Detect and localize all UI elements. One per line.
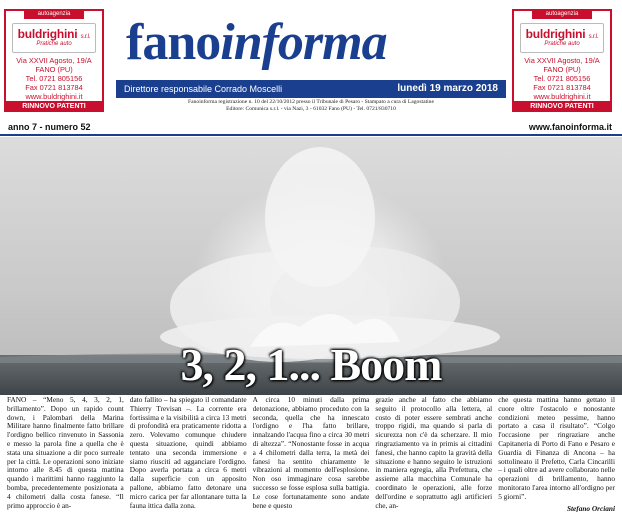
ad-tel: Tel. 0721 805156 — [25, 74, 83, 83]
ad-left[interactable] — [4, 9, 104, 112]
ad-address: Via XXVII Agosto, 19/A — [16, 56, 92, 65]
article-column-5-text: che questa mattina hanno gettato il cuore oltre l'ostacolo e nonostante condizioni meteo pessime, hanno portato a casa il risultato”. “Colgo l'occasione per ringraziare anche Capitaneria di Porto di Fano e Pesaro e Guardia di Finanza di Ancona – ha sottolineato il Prefetto, Carla Cincarilli – i quali oltre ad avere collaborato nelle operazioni di brillamento, hanno monitorato l'area intorno all'ordigno per 5 giorni”. — [498, 396, 615, 501]
ad-city: FANO (PU) — [543, 65, 581, 74]
ad-address: Via XXVII Agosto, 19/A — [524, 56, 600, 65]
ad-bottom-bar: RINNOVO PATENTI — [512, 101, 612, 112]
editor-bar — [116, 80, 506, 98]
headline: 3, 2, 1... Boom — [180, 339, 442, 390]
ad-brand-box — [520, 23, 604, 53]
newspaper-logo[interactable]: fanoinforma — [126, 14, 387, 71]
author-signature: Stefano Orciani — [566, 503, 615, 512]
issue-number: anno 7 - numero 52 — [8, 122, 91, 132]
website-link[interactable]: www.fanoinforma.it — [528, 122, 612, 132]
ad-brand: buldrighini s.r.l. — [17, 27, 91, 41]
ad-bottom-bar: RINNOVO PATENTI — [4, 101, 104, 112]
ad-right[interactable] — [512, 9, 612, 112]
ad-brand-sub: Pratiche auto — [36, 41, 72, 47]
issue-date: lunedì 19 marzo 2018 — [397, 83, 498, 94]
article — [7, 396, 615, 512]
ad-city: FANO (PU) — [35, 65, 73, 74]
ad-fax: Fax 0721 813784 — [25, 83, 83, 92]
masthead — [112, 10, 506, 82]
article-column-3: A circa 10 minuti dalla prima detonazione, abbiamo proceduto con la seconda, quella che ha innescato l'ordigno e l'ha fatto brillare, innalzando l'acqua fino a circa 30 metri di altezza”. “Nonostante fosse in acqua a 4 chilometri dalla terra, la metà dei fanesi ha sentito chiaramente le vibrazioni al momento dell'esplosione. Non oso immaginare cosa sarebbe successo se fosse esplosa sulla battigia. Le cose fortunatamente sono andate bene e questo — [252, 396, 370, 510]
ad-web[interactable]: www.buldrighini.it — [533, 92, 591, 101]
article-column-2: dato fallito – ha spiegato il comandante Thierry Trevisan –. La corrente era fortissima e la visibilità a circa 13 metri di profondità era praticamente ridotta a zero. Volevamo comunque chiudere questa situazione, quindi abbiamo tentato una seconda immersione e siamo riusciti ad agganciare l'ordigno. Dopo averla portata a circa 6 metri dalla superficie con un apposito pallone, abbiamo fatto detonare una micro carica per far allontanare tutta la fauna ittica dalla zona. — [129, 396, 247, 510]
director-credit: Direttore responsabile Corrado Moscelli — [124, 84, 283, 94]
issue-bar — [0, 120, 622, 136]
ad-tel: Tel. 0721 805156 — [533, 74, 591, 83]
ad-web[interactable]: www.buldrighini.it — [25, 92, 83, 101]
legal-info — [112, 99, 510, 113]
ad-brand: buldrighini s.r.l. — [525, 27, 599, 41]
legal-line-1: Fanoinforma registrazione n. 10 del 22/10/2012 presso il Tribunale di Pesaro - Stampato a cura di Lagostatine — [188, 99, 434, 105]
ad-top-tab: autoagenzia — [24, 9, 84, 19]
ad-top-tab: autoagenzia — [532, 9, 592, 19]
ad-brand-box — [12, 23, 96, 53]
article-column-5 — [498, 396, 615, 512]
ad-fax: Fax 0721 813784 — [533, 83, 591, 92]
article-column-4: grazie anche al fatto che abbiamo seguito il protocollo alla lettera, al costo di poter essere sembrati anche troppo rigidi, ma quando si parla di sicurezza non c'è da scherzare. Il mio ringraziamento va in primis ai cittadini fanesi, che hanno capito la gravità della situazione e hanno seguito le istruzioni in maniera egregia, alla Prefettura, che assieme alla macchina Comunale ha coordinato le operazioni, alle forze dell'ordine e soprattutto agli artificieri che, an- — [375, 396, 493, 510]
legal-line-2: Editore: Comunica s.r.l. - via Nazi, 3 - 61032 Fano (PU) - Tel. 0721/830710 — [226, 106, 396, 112]
article-column-1: FANO – “Meno 5, 4, 3, 2, 1, brillamento”. Dopo un rapido count down, i Palombari della Marina Militare hanno finalmente fatto brillare l'ordigno bellico rinvenuto in Sassonia e messo la parola fine a quella che è stata una situazione a dir poco surreale per la città. Le operazioni sono iniziate intorno alle 8.45 di questa mattina quando i marittimi hanno raggiunto la bomba, precedentemente posizionata a 4 chilometri dalla costa fanese. “Il primo approccio è an- — [7, 396, 124, 510]
ad-brand-sub: Pratiche auto — [544, 41, 580, 47]
